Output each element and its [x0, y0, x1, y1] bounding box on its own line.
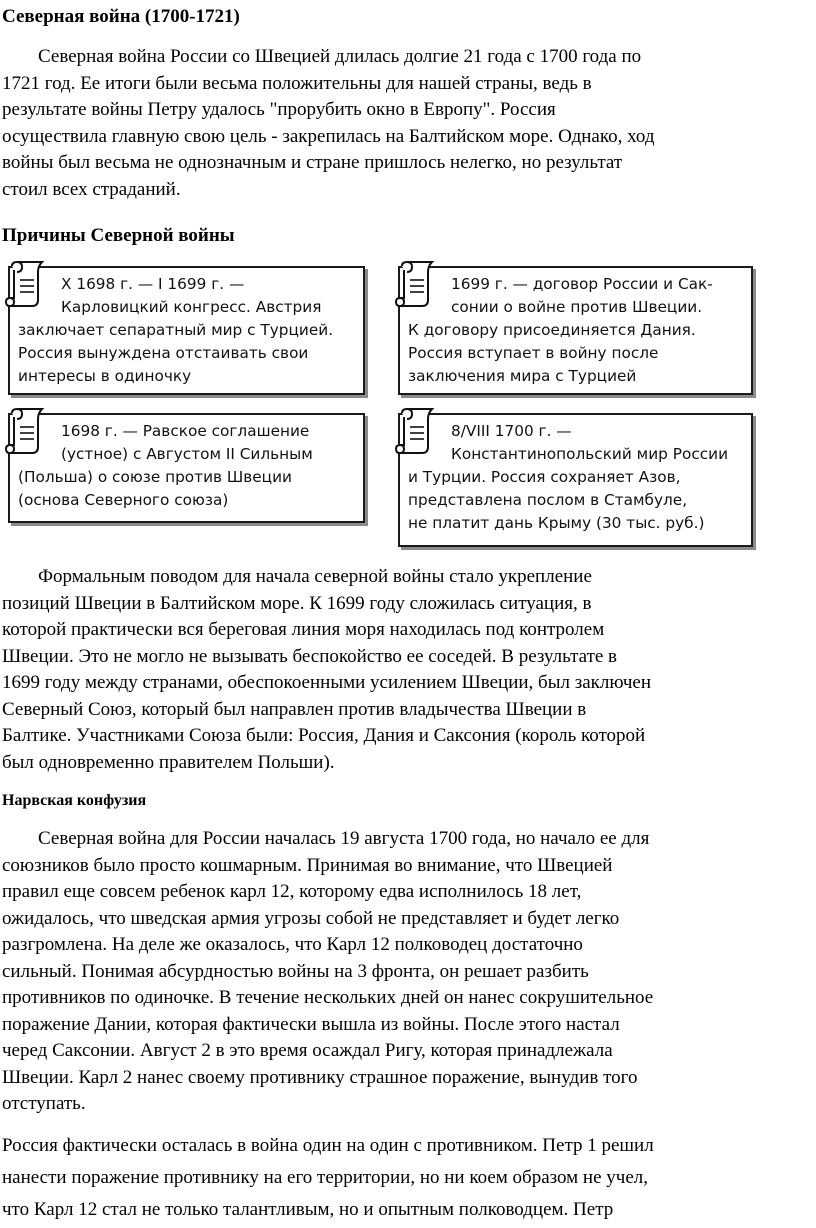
text-line: Россия вынуждена отстаивать свои — [18, 344, 309, 362]
text-line: Х 1698 г. — I 1699 г. — — [61, 275, 245, 293]
text-line: Константинопольский мир России — [451, 445, 729, 463]
text-line: Россия фактически осталась в война один на один с противником. Петр 1 решил — [2, 1135, 654, 1156]
text-line: 8/VIII 1700 г. — — [451, 422, 572, 440]
text-line: К договору присоединяется Дания. — [408, 321, 696, 339]
narva-heading: Нарвская конфузия — [2, 792, 147, 809]
text-line: заключает сепаратный мир с Турцией. — [18, 321, 334, 339]
document-title: Северная война (1700-1721) — [2, 6, 240, 27]
text-line: сильный. Понимая абсурдностью войны на 3 фронта, он решает разбить — [2, 960, 589, 982]
text-line: Швеции. Это не могло не вызывать беспокойство ее соседей. В результате в — [2, 645, 618, 667]
text-line: союзников было просто кошмарным. Принимая во внимание, что Швецией — [2, 854, 613, 876]
final-paragraph — [2, 1130, 814, 1226]
causes-heading: Причины Северной войны — [2, 225, 235, 246]
text-line: 1698 г. — Равское соглашение — [61, 422, 310, 440]
text-line: стоил всех страданий. — [2, 178, 181, 200]
text-line: Швеции. Карл 2 нанес своему противнику страшное поражение, вынудив того — [2, 1066, 638, 1088]
alliance-paragraph — [2, 564, 814, 776]
cause-box-3 — [8, 413, 365, 523]
text-line: заключения мира с Турцией — [408, 367, 637, 385]
text-line: Карловицкий конгресс. Австрия — [61, 298, 322, 316]
text-line: правил еще совсем ребенок карл 12, которому едва исполнилось 18 лет, — [2, 881, 582, 902]
text-line: (основа Северного союза) — [18, 491, 229, 509]
text-line: осуществила главную свою цель - закрепилась на Балтийском море. Однако, ход — [2, 125, 655, 147]
text-line: Северный Союз, который был направлен против владычества Швеции в — [2, 698, 587, 720]
text-line: не платит дань Крыму (30 тыс. руб.) — [408, 514, 705, 532]
text-line: 1699 году между странами, обеспокоенными усилением Швеции, был заключен — [2, 672, 651, 693]
text-line: войны был весьма не однозначным и стране пришлось нелегко, но результат — [2, 152, 623, 173]
text-line: отступать. — [2, 1093, 86, 1114]
text-line: сонии о войне против Швеции. — [451, 298, 703, 316]
text-line: Формальным поводом для начала северной войны стало укрепление — [38, 566, 592, 587]
text-line: 1699 г. — договор России и Сак- — [451, 275, 713, 293]
cause-box-1 — [8, 266, 365, 395]
text-line: что Карл 12 стал не только талантливым, но и опытным полководцем. Петр — [2, 1199, 614, 1220]
text-line: Россия вступает в войну после — [408, 344, 659, 362]
text-line: противников по одиночке. В течение нескольких дней он нанес сокрушительное — [2, 987, 654, 1008]
text-line: был одновременно правителем Польши). — [2, 751, 335, 773]
text-line: поражение Дании, которая фактически вышла из войны. После этого настал — [2, 1013, 620, 1035]
text-line: и Турции. Россия сохраняет Азов, — [408, 468, 681, 486]
text-line: Балтике. Участниками Союза были: Россия, Дания и Саксония (король которой — [2, 725, 646, 746]
narva-paragraph — [2, 826, 814, 1118]
text-line: представлена послом в Стамбуле, — [408, 491, 688, 509]
text-line: результате войны Петру удалось "прорубить окно в Европу". Россия — [2, 99, 556, 120]
text-line: (устное) с Августом II Сильным — [61, 445, 313, 463]
text-line: позиций Швеции в Балтийском море. К 1699 году сложилась ситуация, в — [2, 592, 592, 614]
text-line: (Польша) о союзе против Швеции — [18, 468, 292, 486]
text-line: Северная война России со Швецией длилась долгие 21 года с 1700 года по — [38, 46, 642, 67]
cause-box-2 — [398, 266, 753, 395]
text-line: нанести поражение противнику на его территории, но ни коем образом не учел, — [2, 1167, 648, 1188]
text-line: Северная война для России началась 19 августа 1700 года, но начало ее для — [38, 828, 650, 849]
text-line: разгромлена. На деле же оказалось, что Карл 12 полководец достаточно — [2, 934, 583, 955]
text-line: ожидалось, что шведская армия угрозы собой не представляет и будет легко — [2, 907, 620, 929]
text-line: 1721 год. Ее итоги были весьма положительны для нашей страны, ведь в — [2, 72, 592, 94]
text-line: которой практически вся береговая линия моря находилась под контролем — [2, 619, 605, 640]
text-line: интересы в одиночку — [18, 367, 192, 385]
intro-paragraph — [2, 44, 814, 203]
cause-box-4 — [398, 413, 753, 547]
text-line: черед Саксонии. Август 2 в это время осаждал Ригу, которая принадлежала — [2, 1040, 613, 1061]
